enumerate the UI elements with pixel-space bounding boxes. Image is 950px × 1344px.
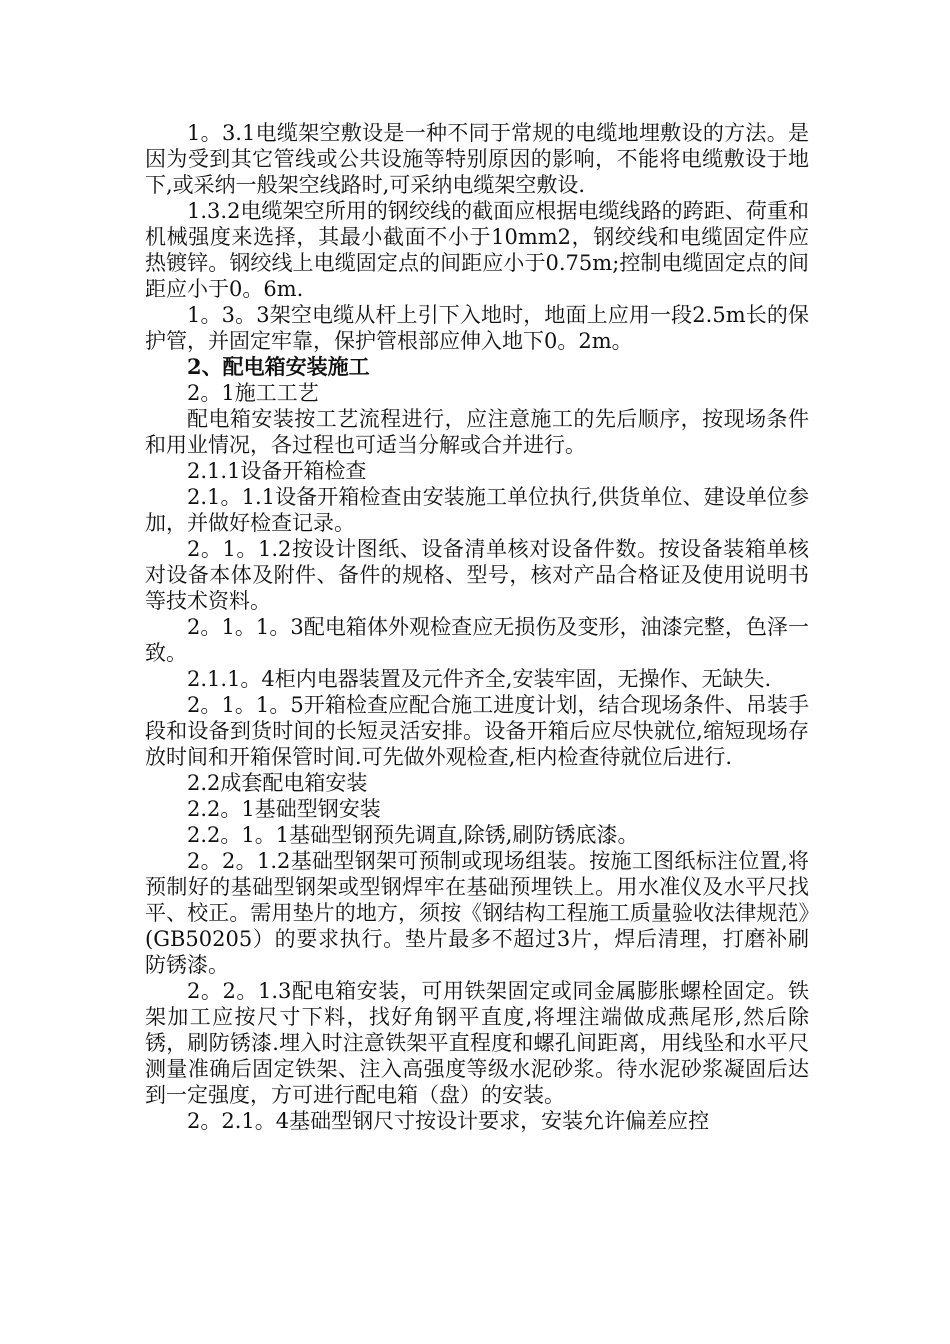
- paragraph-2-1-1-4: 2.1.1。4柜内电器装置及元件齐全,安装牢固，无操作、无缺失.: [187, 667, 772, 691]
- subheading-2-1-1: 2.1.1设备开箱检查: [187, 459, 367, 483]
- subheading-2-2: 2.2成套配电箱安装: [187, 771, 368, 795]
- paragraph-2-2-1-3: 2。2。1.3配电箱安装，可用铁架固定或同金属膨胀螺栓固定。铁架加工应按尺寸下料，找好角钢平直度,将埋注端做成燕尾形,然后除锈，刷防锈漆.埋入时注意铁架平直程度和螺孔间距离，用线坠和水平尺测量准确后固定铁架、注入高强度等级水泥砂浆。待水泥砂浆凝固后达到一定强度，方可进行配电箱（盘）的安装。: [145, 979, 809, 1107]
- document-body: [145, 120, 809, 1134]
- paragraph-2-1-intro: 配电箱安装按工艺流程进行，应注意施工的先后顺序，按现场条件和用业情况，各过程也可适当分解或合并进行。: [145, 407, 809, 457]
- subheading-2-1: 2。1施工工艺: [187, 381, 319, 405]
- paragraph-2-1-1-1: 2.1。1.1设备开箱检查由安装施工单位执行,供货单位、建设单位参加，并做好检查记录。: [145, 485, 809, 535]
- paragraph-1-3-3: 1。3。3架空电缆从杆上引下入地时，地面上应用一段2.5m长的保护管，并固定牢靠，保护管根部应伸入地下0。2m。: [145, 303, 809, 353]
- paragraph-2-2-1-1: 2.2。1。1基础型钢预先调直,除锈,刷防锈底漆。: [187, 823, 639, 847]
- section-heading-2: 2、配电箱安装施工: [187, 354, 370, 379]
- paragraph-2-1-1-3: 2。1。1。3配电箱体外观检查应无损伤及变形，油漆完整，色泽一致。: [145, 615, 809, 665]
- paragraph-1-3-1: 1。3.1电缆架空敷设是一种不同于常规的电缆地埋敷设的方法。是因为受到其它管线或公共设施等特别原因的影响，不能将电缆敷设于地下,或采纳一般架空线路时,可采纳电缆架空敷设.: [145, 121, 809, 197]
- paragraph-2-1-1-5: 2。1。1。5开箱检查应配合施工进度计划，结合现场条件、吊装手段和设备到货时间的长短灵活安排。设备开箱后应尽快就位,缩短现场存放时间和开箱保管时间.可先做外观检查,柜内检查待就位后进行.: [145, 693, 809, 769]
- paragraph-2-1-1-2: 2。1。1.2按设计图纸、设备清单核对设备件数。按设备装箱单核对设备本体及附件、备件的规格、型号，核对产品合格证及使用说明书等技术资料。: [145, 537, 809, 613]
- subheading-2-2-1: 2.2。1基础型钢安装: [187, 797, 381, 821]
- paragraph-2-2-1-4: 2。2.1。4基础型钢尺寸按设计要求，安装允许偏差应控: [187, 1109, 710, 1133]
- paragraph-2-2-1-2: 2。2。1.2基础型钢架可预制或现场组装。按施工图纸标注位置,将预制好的基础型钢架或型钢焊牢在基础预埋铁上。用水准仪及水平尺找平、校正。需用垫片的地方，须按《钢结构工程施工质量验收法律规范》(GB50205）的要求执行。垫片最多不超过3片，焊后清理，打磨补刷防锈漆。: [145, 849, 809, 977]
- paragraph-1-3-2: 1.3.2电缆架空所用的钢绞线的截面应根据电缆线路的跨距、荷重和机械强度来选择，其最小截面不小于10mm2，钢绞线和电缆固定件应热镀锌。钢绞线上电缆固定点的间距应小于0.75m;控制电缆固定点的间距应小于0。6m.: [145, 199, 809, 301]
